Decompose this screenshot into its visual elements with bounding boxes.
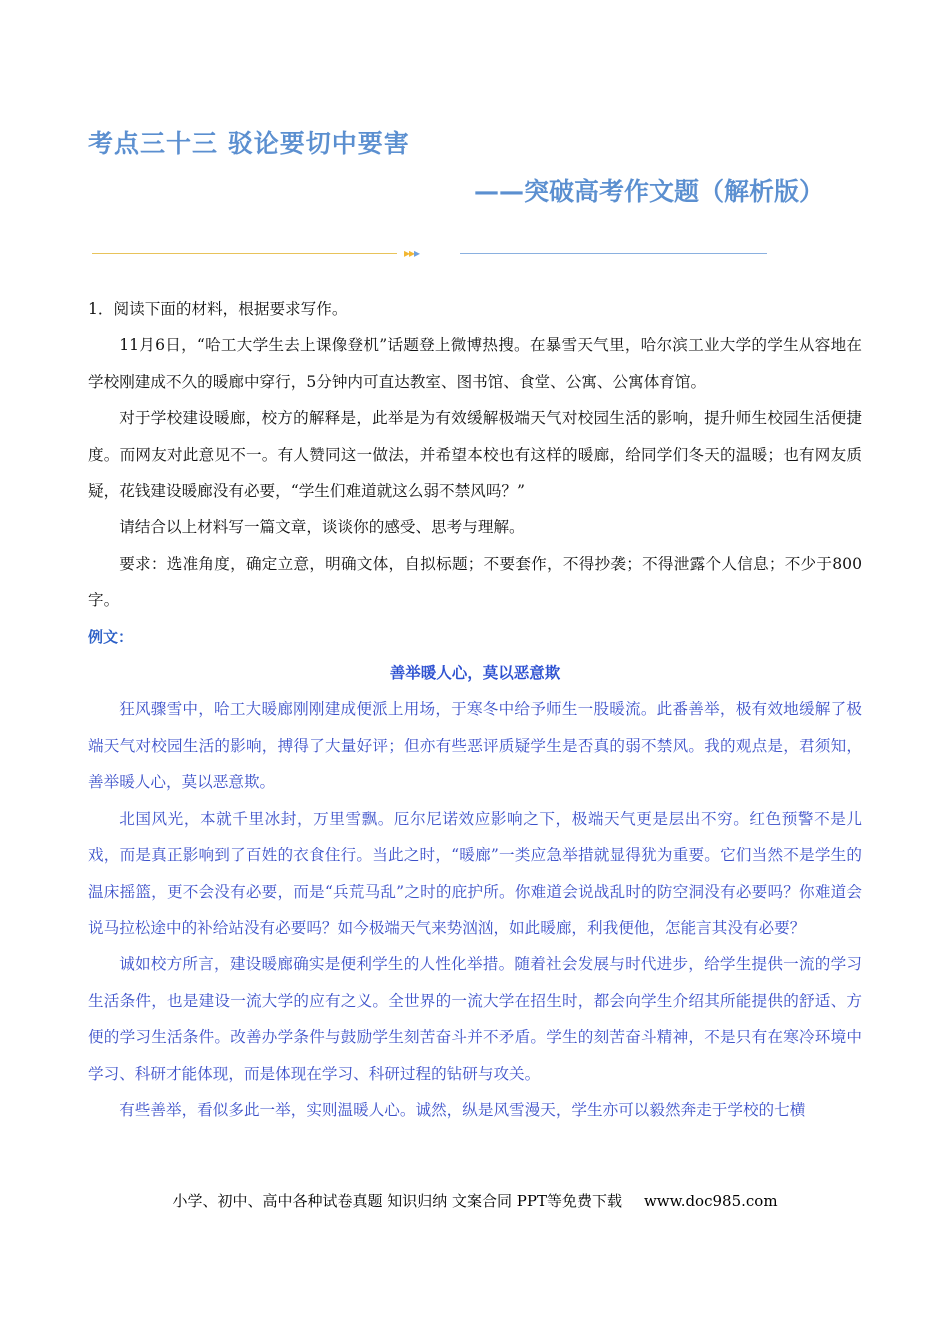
writing-instruction: 请结合以上材料写一篇文章，谈谈你的感受、思考与理解。 (119, 518, 525, 537)
divider-line-right (460, 253, 767, 254)
material-paragraph: 11月6日，“哈工大学生去上课像登机”话题登上微博热搜。在暴雪天气里，哈尔滨工业大学的学生从容地在学校刚建成不久的暖廊中穿行，5分钟内可直达教室、图书馆、食堂、公寓、公寓体育馆。 (88, 336, 862, 391)
example-label: 例文： (88, 627, 134, 646)
writing-requirement: 要求：选准角度，确定立意，明确文体，自拟标题；不要套作，不得抄袭；不得泄露个人信息；不少于800字。 (88, 554, 862, 610)
material-paragraph: 对于学校建设暖廊，校方的解释是，此举是为有效缓解极端天气对校园生活的影响，提升师生校园生活便捷度。而网友对此意见不一。有人赞同这一做法，并希望本校也有这样的暖廊，给同学们冬天的温暖；也有网友质疑，花钱建设暖廊没有必要，“学生们难道就这么弱不禁风吗？” (88, 409, 862, 501)
question-prompt: 1．阅读下面的材料，根据要求写作。 (88, 300, 348, 318)
essay-paragraph: 有些善举，看似多此一举，实则温暖人心。诚然，纵是风雪漫天，学生亦可以毅然奔走于学校的七横 (119, 1100, 806, 1119)
essay-paragraph: 北国风光，本就千里冰封，万里雪飘。厄尔尼诺效应影响之下，极端天气更是层出不穷。红色预警不是儿戏，而是真正影响到了百姓的衣食住行。当此之时，“暖廊”一类应急举措就显得犹为重要。它们当然不是学生的温床摇篮，更不会没有必要，而是“兵荒马乱”之时的庇护所。你难道会说战乱时的防空洞没有必要吗？你难道会说马拉松途中的补给站没有必要吗？如今极端天气来势汹汹，如此暖廊，利我便他，怎能言其没有必要？ (88, 809, 862, 937)
divider-line-left (92, 253, 397, 254)
footer-url[interactable]: www.doc985.com (643, 1192, 778, 1210)
triangle-arrows-icon: ▸▸▸ (404, 246, 420, 260)
document-body (88, 291, 862, 1128)
essay-paragraph: 狂风骤雪中，哈工大暖廊刚刚建成便派上用场，于寒冬中给予师生一股暖流。此番善举，极有效地缓解了极端天气对校园生活的影响，搏得了大量好评；但亦有些恶评质疑学生是否真的弱不禁风。我的观点是，君须知，善举暖人心，莫以恶意欺。 (88, 700, 862, 792)
document-subtitle: ——突破高考作文题（解析版） (474, 177, 825, 206)
essay-title: 善举暖人心，莫以恶意欺 (389, 664, 561, 683)
document-title: 考点三十三 驳论要切中要害 (88, 129, 410, 158)
page-footer (0, 1190, 950, 1211)
footer-text: 小学、初中、高中各种试卷真题 知识归纳 文案合同 PPT等免费下载 (172, 1192, 622, 1210)
decorative-divider (92, 244, 767, 262)
essay-paragraph: 诚如校方所言，建设暖廊确实是便利学生的人性化举措。随着社会发展与时代进步，给学生提供一流的学习生活条件，也是建设一流大学的应有之义。全世界的一流大学在招生时，都会向学生介绍其所能提供的舒适、方便的学习生活条件。改善办学条件与鼓励学生刻苦奋斗并不矛盾。学生的刻苦奋斗精神，不是只有在寒冷环境中学习、科研才能体现，而是体现在学习、科研过程的钻研与攻关。 (88, 955, 862, 1083)
